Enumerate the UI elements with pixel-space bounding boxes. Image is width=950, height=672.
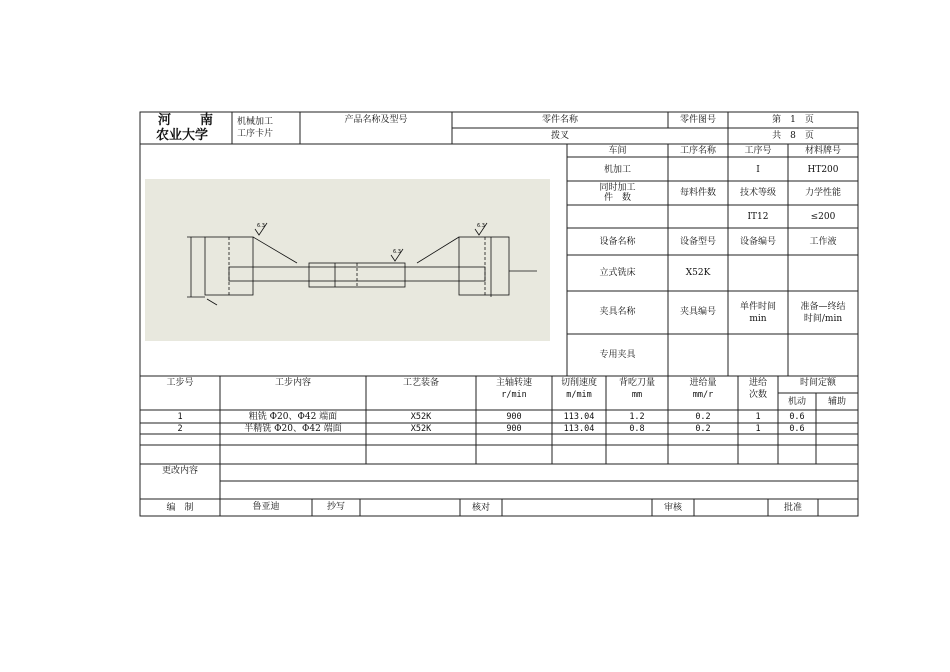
card-title-line2: 工序卡片	[237, 129, 274, 139]
row2-no: 2	[177, 424, 183, 434]
row1-spindle: 900	[506, 412, 522, 422]
material-value: HT200	[807, 165, 839, 175]
equip-no-label: 设备编号	[739, 237, 776, 247]
approve-label: 批准	[783, 503, 802, 513]
school-char-1: 河	[158, 113, 172, 128]
mech-prop-value: ≤200	[810, 212, 836, 222]
col-feed-2: mm/r	[692, 390, 714, 400]
col-spindle-2: r/min	[501, 390, 527, 400]
equip-model-label: 设备型号	[679, 237, 716, 247]
col-aux-time: 辅助	[827, 397, 846, 407]
row2-cut-speed: 113.04	[563, 424, 595, 434]
prep-time-label-1: 准备—终结	[800, 302, 846, 312]
row2-content: 半精铣 Φ20、Φ42 端面	[244, 424, 342, 434]
review-label: 审核	[663, 503, 682, 513]
coolant-label: 工作液	[809, 237, 837, 247]
part-name-label: 零件名称	[541, 115, 578, 125]
change-content-label: 更改内容	[161, 466, 198, 476]
drawing-no-label: 零件图号	[679, 115, 716, 125]
workshop-label: 车间	[608, 146, 627, 156]
row1-no: 1	[177, 412, 183, 422]
copy-label: 抄写	[326, 502, 345, 512]
row1-depth: 1.2	[629, 412, 645, 422]
col-step-content: 工步内容	[274, 378, 311, 388]
row1-equipment: X52K	[410, 412, 432, 422]
equip-name-value: 立式铣床	[599, 268, 636, 278]
compiled-by: 鲁亚迪	[252, 502, 280, 512]
process-no-label: 工序号	[744, 146, 772, 156]
col-cut-speed-2: m/mim	[566, 390, 592, 400]
col-spindle-1: 主轴转速	[495, 378, 532, 388]
school-name-line2: 农业大学	[156, 128, 209, 143]
col-feed-1: 进给量	[689, 378, 717, 388]
process-no-value: Ⅰ	[756, 165, 760, 175]
unit-time-label-2: min	[749, 314, 767, 324]
part-drawing	[145, 179, 550, 341]
tech-grade-value: IT12	[747, 212, 769, 222]
row1-passes: 1	[755, 412, 761, 422]
product-label: 产品名称及型号	[344, 115, 408, 125]
row2-spindle: 900	[506, 424, 522, 434]
roughness-mark-2: 6.3	[393, 249, 401, 255]
process-name-label: 工序名称	[679, 146, 716, 156]
row1-feed: 0.2	[695, 412, 711, 422]
fixture-no-label: 夹具编号	[679, 307, 716, 317]
fixture-name-value: 专用夹具	[599, 350, 636, 360]
col-step-no: 工步号	[166, 378, 194, 388]
row2-depth: 0.8	[629, 424, 645, 434]
fixture-name-label: 夹具名称	[599, 307, 636, 317]
workshop-value: 机加工	[603, 165, 631, 175]
tech-grade-label: 技术等级	[739, 188, 776, 198]
equip-name-label: 设备名称	[599, 237, 636, 247]
part-name: 拨叉	[550, 131, 569, 141]
roughness-mark-1: 6.3	[257, 223, 265, 229]
compiled-label: 编 制	[166, 503, 194, 513]
card-title-line1: 机械加工	[237, 117, 274, 127]
total-pages-label: 共 8 页	[772, 131, 814, 141]
col-depth-2: mm	[631, 390, 643, 400]
row1-cut-speed: 113.04	[563, 412, 595, 422]
col-cut-speed-1: 切削速度	[560, 378, 597, 388]
col-time-quota: 时间定额	[799, 378, 836, 388]
per-blank-label: 每料件数	[679, 188, 716, 198]
equip-model-value: X52K	[685, 268, 711, 278]
simul-count-label-1: 同时加工	[599, 183, 636, 193]
material-label: 材料牌号	[804, 146, 841, 156]
page-label: 第 1 页	[772, 115, 814, 125]
col-machine-time: 机动	[787, 397, 806, 407]
row2-feed: 0.2	[695, 424, 711, 434]
row2-machine-time: 0.6	[789, 424, 805, 434]
school-char-2: 南	[200, 113, 214, 128]
row1-machine-time: 0.6	[789, 412, 805, 422]
drawing-background	[145, 179, 550, 341]
col-passes-2: 次数	[748, 390, 767, 400]
col-passes-1: 进给	[748, 378, 767, 388]
row2-equipment: X52K	[410, 424, 432, 434]
mech-prop-label: 力学性能	[804, 188, 841, 198]
row2-passes: 1	[755, 424, 761, 434]
check-label: 核对	[471, 503, 490, 513]
unit-time-label-1: 单件时间	[739, 302, 776, 312]
col-equipment: 工艺装备	[402, 378, 439, 388]
col-depth-1: 背吃刀量	[618, 378, 655, 388]
row1-content: 粗铣 Φ20、Φ42 端面	[248, 412, 338, 422]
roughness-mark-3: 6.3	[477, 223, 485, 229]
simul-count-label-2: 件 数	[603, 193, 631, 203]
prep-time-label-2: 时间/min	[803, 314, 843, 324]
